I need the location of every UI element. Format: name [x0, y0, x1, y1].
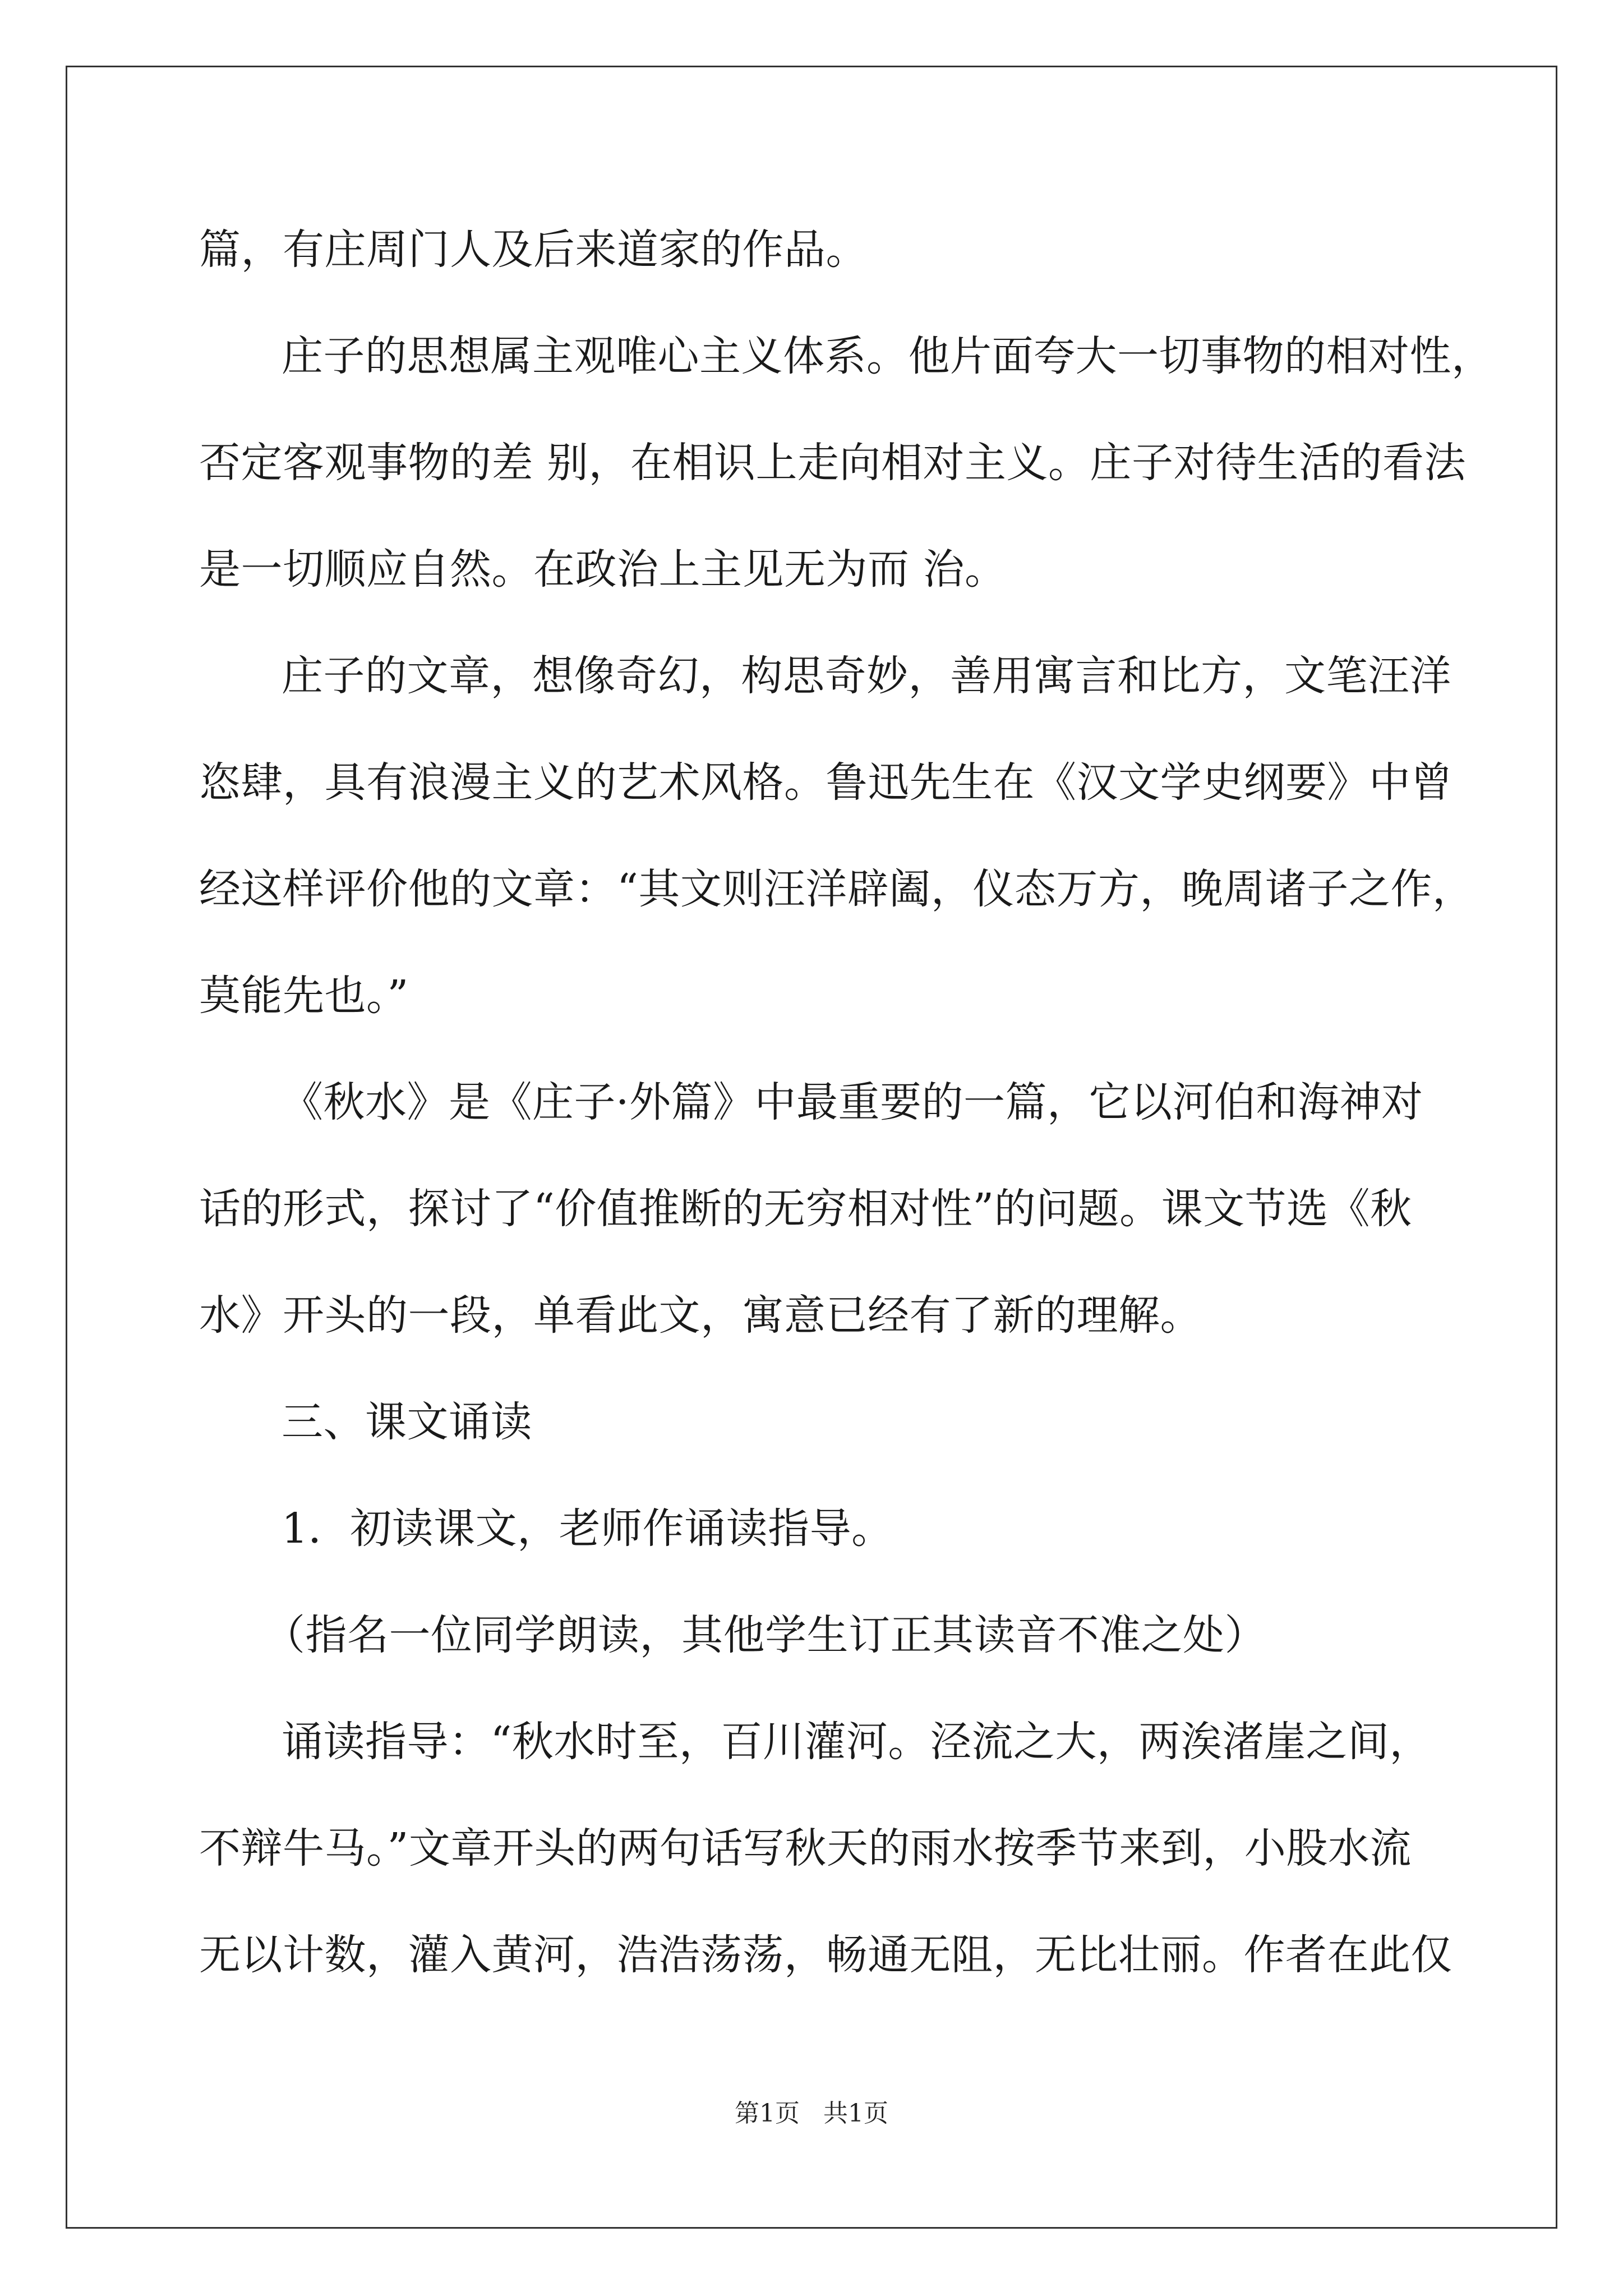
text-line: 话的形式，探讨了“价值推断的无穷相对性”的问题。课文节选《秋: [199, 1185, 1412, 1233]
text-line: 不辩牛马。”文章开头的两句话写秋天的雨水按季节来到，小股水流: [199, 1824, 1412, 1872]
text-line: 是一切顺应自然。在政治上主见无为而 治。: [199, 545, 1007, 593]
text-line: 篇，有庄周门人及后来道家的作品。: [199, 226, 868, 274]
text-line: 否定客观事物的差 别，在相识上走向相对主义。庄子对待生活的看法: [199, 439, 1467, 487]
text-line: 庄子的文章，想像奇幻，构思奇妙，善用寓言和比方，文笔汪洋: [282, 652, 1451, 700]
text-line: （指名一位同学朗读，其他学生订正其读音不准之处）: [264, 1611, 1266, 1659]
text-line: 无以计数，灌入黄河，浩浩荡荡，畅通无阻，无比壮丽。作者在此仅: [199, 1931, 1453, 1979]
text-line: 水》开头的一段，单看此文，寓意已经有了新的理解。: [199, 1291, 1202, 1340]
section-heading: 三、课文诵读: [282, 1398, 532, 1446]
text-line: 莫能先也。”: [199, 972, 409, 1020]
text-line: 《秋水》是《庄子·外篇》中最重要的一篇，它以河伯和海神对: [282, 1078, 1423, 1126]
page-footer: 第1页 共1页: [735, 2099, 888, 2128]
text-line: 诵读指导：“秋水时至，百川灌河。泾流之大，两涘渚崖之间，: [282, 1718, 1431, 1766]
page-border: [66, 66, 1557, 2229]
text-line: 恣肆，具有浪漫主义的艺术风格。鲁迅先生在《汉文学史纲要》中曾: [199, 758, 1453, 807]
text-line: 经这样评价他的文章：“其文则汪洋辟阖，仪态万方，晚周诸子之作，: [199, 865, 1474, 913]
text-line: 1．初读课文，老师作诵读指导。: [282, 1504, 893, 1553]
text-line: 庄子的思想属主观唯心主义体系。他片面夸大一切事物的相对性，: [282, 332, 1493, 380]
